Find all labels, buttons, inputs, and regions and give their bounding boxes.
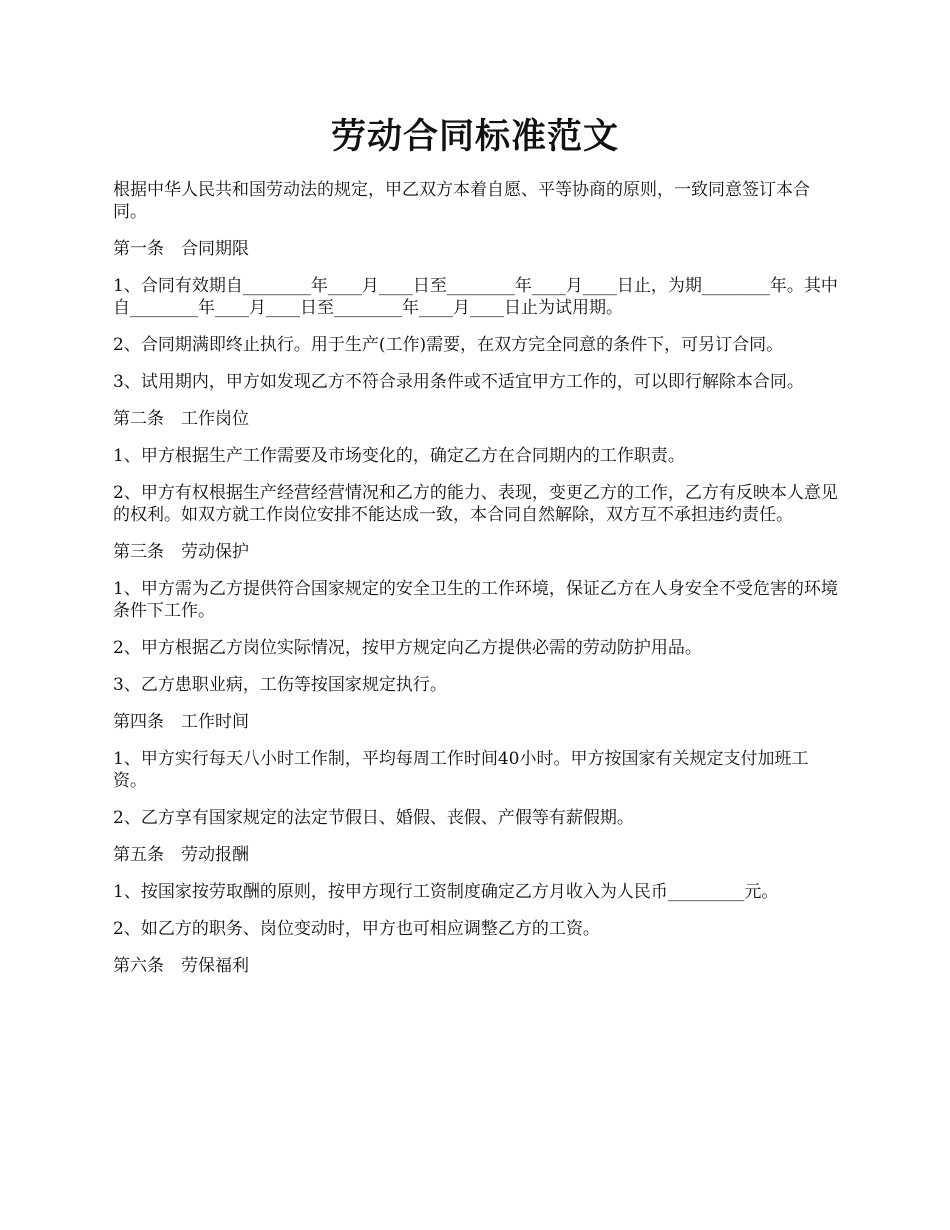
section-heading-2: 第二条 工作岗位 bbox=[113, 409, 249, 429]
paragraph: 2、合同期满即终止执行。用于生产(工作)需要，在双方完全同意的条件下，可另订合同。 bbox=[113, 335, 784, 355]
section-heading-4: 第四条 工作时间 bbox=[113, 712, 249, 732]
paragraph: 3、试用期内，甲方如发现乙方不符合录用条件或不适宜甲方工作的，可以即行解除本合同。 bbox=[113, 372, 804, 392]
paragraph: 2、甲方根据乙方岗位实际情况，按甲方规定向乙方提供必需的劳动防护用品。 bbox=[113, 638, 702, 658]
section-heading-3: 第三条 劳动保护 bbox=[113, 542, 249, 562]
paragraph: 1、甲方根据生产工作需要及市场变化的，确定乙方在合同期内的工作职责。 bbox=[113, 446, 685, 466]
paragraph: 1、合同有效期自________年____月____日至________年____月____日止，为期________年。其中自________年____月____日至________年____月____日止为试用期。 bbox=[113, 276, 838, 318]
paragraph: 1、按国家按劳取酬的原则，按甲方现行工资制度确定乙方月收入为人民币_________元。 bbox=[113, 882, 779, 902]
paragraph: 3、乙方患职业病，工伤等按国家规定执行。 bbox=[113, 675, 447, 695]
paragraph: 1、甲方需为乙方提供符合国家规定的安全卫生的工作环境，保证乙方在人身安全不受危害的环境条件下工作。 bbox=[113, 579, 838, 621]
document-body bbox=[113, 179, 841, 992]
section-heading-1: 第一条 合同期限 bbox=[113, 239, 249, 259]
paragraph: 2、甲方有权根据生产经营经营情况和乙方的能力、表现，变更乙方的工作，乙方有反映本人意见的权利。如双方就工作岗位安排不能达成一致，本合同自然解除，双方互不承担违约责任。 bbox=[113, 483, 838, 525]
document-title: 劳动合同标准范文 bbox=[330, 116, 619, 157]
paragraph: 1、甲方实行每天八小时工作制，平均每周工作时间40小时。甲方按国家有关规定支付加班工资。 bbox=[113, 749, 809, 791]
paragraph-preamble: 根据中华人民共和国劳动法的规定，甲乙双方本着自愿、平等协商的原则，一致同意签订本合同。 bbox=[113, 180, 810, 222]
paragraph: 2、乙方享有国家规定的法定节假日、婚假、丧假、产假等有薪假期。 bbox=[113, 808, 634, 828]
paragraph: 2、如乙方的职务、岗位变动时，甲方也可相应调整乙方的工资。 bbox=[113, 919, 600, 939]
section-heading-6: 第六条 劳保福利 bbox=[113, 956, 249, 976]
section-heading-5: 第五条 劳动报酬 bbox=[113, 845, 249, 865]
